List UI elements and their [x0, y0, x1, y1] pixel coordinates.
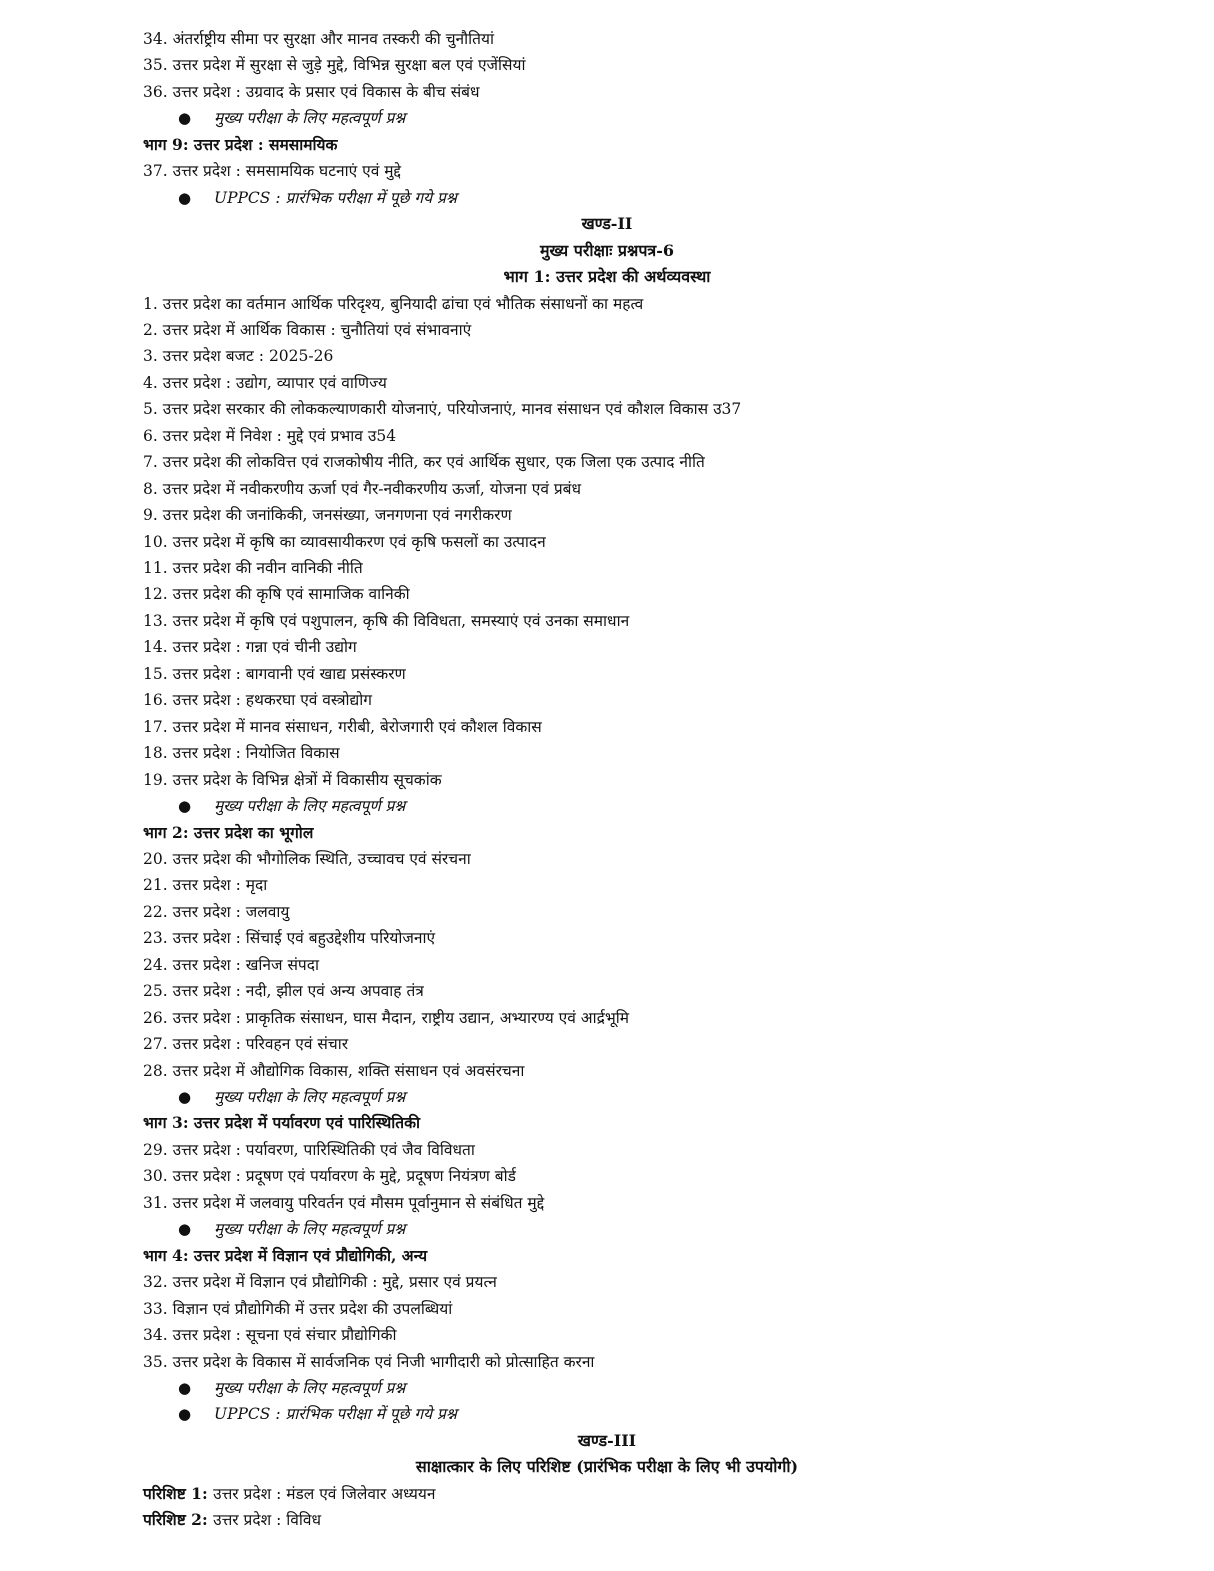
syllabus-item: 6. उत्तर प्रदेश में निवेश : मुद्दे एवं प्रभाव उ54 — [143, 427, 397, 445]
appendix-label: परिशिष्ट 1: — [143, 1484, 214, 1503]
bullet-text: मुख्य परीक्षा के लिए महत्वपूर्ण प्रश्न — [214, 1220, 406, 1238]
syllabus-item: 21. उत्तर प्रदेश : मृदा — [143, 876, 268, 894]
bullet-note — [178, 1401, 457, 1427]
bullet-text: मुख्य परीक्षा के लिए महत्वपूर्ण प्रश्न — [214, 797, 406, 815]
syllabus-item: 34. उत्तर प्रदेश : सूचना एवं संचार प्रौद्योगिकी — [143, 1326, 397, 1344]
syllabus-item: 1. उत्तर प्रदेश का वर्तमान आर्थिक परिदृश्य, बुनियादी ढांचा एवं भौतिक संसाधनों का महत्व — [143, 295, 644, 313]
syllabus-item: 24. उत्तर प्रदेश : खनिज संपदा — [143, 956, 319, 974]
centered-heading: मुख्य परीक्षाः प्रश्नपत्र-6 — [539, 241, 675, 260]
section-heading: भाग 9: उत्तर प्रदेश : समसामयिक — [143, 135, 338, 154]
section-heading: भाग 2: उत्तर प्रदेश का भूगोल — [143, 823, 314, 842]
section-heading: भाग 3: उत्तर प्रदेश में पर्यावरण एवं पारिस्थितिकी — [143, 1113, 421, 1132]
bullet-note — [178, 1216, 405, 1242]
bullet-text: मुख्य परीक्षा के लिए महत्वपूर्ण प्रश्न — [214, 1088, 406, 1106]
appendix-item — [143, 1481, 436, 1507]
syllabus-item: 3. उत्तर प्रदेश बजट : 2025-26 — [143, 347, 334, 365]
syllabus-item: 26. उत्तर प्रदेश : प्राकृतिक संसाधन, घास मैदान, राष्ट्रीय उद्यान, अभ्यारण्य एवं आर्द्रभूमि — [143, 1009, 629, 1027]
syllabus-item: 2. उत्तर प्रदेश में आर्थिक विकास : चुनौतियां एवं संभावनाएं — [143, 321, 472, 339]
syllabus-item: 25. उत्तर प्रदेश : नदी, झील एवं अन्य अपवाह तंत्र — [143, 982, 424, 1000]
syllabus-item: 18. उत्तर प्रदेश : नियोजित विकास — [143, 744, 340, 762]
syllabus-item: 10. उत्तर प्रदेश में कृषि का व्यावसायीकरण एवं कृषि फसलों का उत्पादन — [143, 533, 546, 551]
bullet-note — [178, 793, 405, 819]
centered-heading: खण्ड-III — [577, 1431, 637, 1450]
appendix-label: परिशिष्ट 2: — [143, 1510, 214, 1529]
bullet-icon: ● — [178, 1405, 192, 1423]
syllabus-item: 13. उत्तर प्रदेश में कृषि एवं पशुपालन, कृषि की विविधता, समस्याएं एवं उनका समाधान — [143, 612, 630, 630]
appendix-text: उत्तर प्रदेश : मंडल एवं जिलेवार अध्ययन — [213, 1485, 436, 1503]
syllabus-item: 7. उत्तर प्रदेश की लोकवित्त एवं राजकोषीय नीति, कर एवं आर्थिक सुधार, एक जिला एक उत्पाद नीति — [143, 453, 705, 471]
bullet-text: UPPCS : प्रारंभिक परीक्षा में पूछे गये प्रश्न — [214, 189, 457, 207]
bullet-icon: ● — [178, 109, 192, 127]
bullet-icon: ● — [178, 797, 192, 815]
bullet-note — [178, 185, 457, 211]
syllabus-item: 30. उत्तर प्रदेश : प्रदूषण एवं पर्यावरण के मुद्दे, प्रदूषण नियंत्रण बोर्ड — [143, 1167, 516, 1185]
syllabus-item: 31. उत्तर प्रदेश में जलवायु परिवर्तन एवं मौसम पूर्वानुमान से संबंधित मुद्दे — [143, 1194, 545, 1212]
syllabus-item: 20. उत्तर प्रदेश की भौगोलिक स्थिति, उच्चावच एवं संरचना — [143, 850, 471, 868]
syllabus-item: 17. उत्तर प्रदेश में मानव संसाधन, गरीबी, बेरोजगारी एवं कौशल विकास — [143, 718, 542, 736]
syllabus-item: 33. विज्ञान एवं प्रौद्योगिकी में उत्तर प्रदेश की उपलब्धियां — [143, 1300, 453, 1318]
syllabus-item: 29. उत्तर प्रदेश : पर्यावरण, पारिस्थितिकी एवं जैव विविधता — [143, 1141, 475, 1159]
syllabus-item: 19. उत्तर प्रदेश के विभिन्न क्षेत्रों में विकासीय सूचकांक — [143, 771, 442, 789]
syllabus-item: 12. उत्तर प्रदेश की कृषि एवं सामाजिक वानिकी — [143, 585, 410, 603]
syllabus-item: 34. अंतर्राष्ट्रीय सीमा पर सुरक्षा और मानव तस्करी की चुनौतियां — [143, 30, 495, 48]
centered-heading: खण्ड-II — [581, 214, 633, 233]
bullet-icon: ● — [178, 1220, 192, 1238]
syllabus-item: 35. उत्तर प्रदेश के विकास में सार्वजनिक एवं निजी भागीदारी को प्रोत्साहित करना — [143, 1353, 595, 1371]
bullet-text: UPPCS : प्रारंभिक परीक्षा में पूछे गये प्रश्न — [214, 1405, 457, 1423]
syllabus-item: 27. उत्तर प्रदेश : परिवहन एवं संचार — [143, 1035, 349, 1053]
syllabus-item: 16. उत्तर प्रदेश : हथकरघा एवं वस्त्रोद्योग — [143, 691, 373, 709]
syllabus-item: 14. उत्तर प्रदेश : गन्ना एवं चीनी उद्योग — [143, 638, 357, 656]
syllabus-item: 8. उत्तर प्रदेश में नवीकरणीय ऊर्जा एवं गैर-नवीकरणीय ऊर्जा, योजना एवं प्रबंध — [143, 480, 582, 498]
syllabus-item: 22. उत्तर प्रदेश : जलवायु — [143, 903, 290, 921]
bullet-icon: ● — [178, 1088, 192, 1106]
centered-heading: भाग 1: उत्तर प्रदेश की अर्थव्यवस्था — [503, 267, 711, 286]
bullet-text: मुख्य परीक्षा के लिए महत्वपूर्ण प्रश्न — [214, 1379, 406, 1397]
syllabus-item: 9. उत्तर प्रदेश की जनांकिकी, जनसंख्या, जनगणना एवं नगरीकरण — [143, 506, 512, 524]
syllabus-item: 15. उत्तर प्रदेश : बागवानी एवं खाद्य प्रसंस्करण — [143, 665, 406, 683]
bullet-text: मुख्य परीक्षा के लिए महत्वपूर्ण प्रश्न — [214, 109, 406, 127]
bullet-note — [178, 1375, 405, 1401]
bullet-icon: ● — [178, 1379, 192, 1397]
appendix-text: उत्तर प्रदेश : विविध — [213, 1511, 322, 1529]
syllabus-item: 4. उत्तर प्रदेश : उद्योग, व्यापार एवं वाणिज्य — [143, 374, 387, 392]
syllabus-item: 37. उत्तर प्रदेश : समसामयिक घटनाएं एवं मुद्दे — [143, 162, 402, 180]
appendix-item — [143, 1507, 321, 1533]
syllabus-item: 23. उत्तर प्रदेश : सिंचाई एवं बहुउद्देशीय परियोजनाएं — [143, 929, 436, 947]
section-heading: भाग 4: उत्तर प्रदेश में विज्ञान एवं प्रौद्योगिकी, अन्य — [143, 1246, 428, 1265]
syllabus-item: 32. उत्तर प्रदेश में विज्ञान एवं प्रौद्योगिकी : मुद्दे, प्रसार एवं प्रयत्न — [143, 1273, 497, 1291]
syllabus-item: 35. उत्तर प्रदेश में सुरक्षा से जुड़े मुद्दे, विभिन्न सुरक्षा बल एवं एजेंसियां — [143, 56, 526, 74]
bullet-note — [178, 105, 405, 131]
bullet-note — [178, 1084, 405, 1110]
syllabus-item: 11. उत्तर प्रदेश की नवीन वानिकी नीति — [143, 559, 363, 577]
syllabus-item: 28. उत्तर प्रदेश में औद्योगिक विकास, शक्ति संसाधन एवं अवसंरचना — [143, 1062, 525, 1080]
syllabus-item: 36. उत्तर प्रदेश : उग्रवाद के प्रसार एवं विकास के बीच संबंध — [143, 83, 480, 101]
centered-heading: साक्षात्कार के लिए परिशिष्ट (प्रारंभिक परीक्षा के लिए भी उपयोगी) — [415, 1457, 799, 1476]
syllabus-item: 5. उत्तर प्रदेश सरकार की लोककल्याणकारी योजनाएं, परियोजनाएं, मानव संसाधन एवं कौशल विकास उ37 — [143, 400, 742, 418]
bullet-icon: ● — [178, 189, 192, 207]
